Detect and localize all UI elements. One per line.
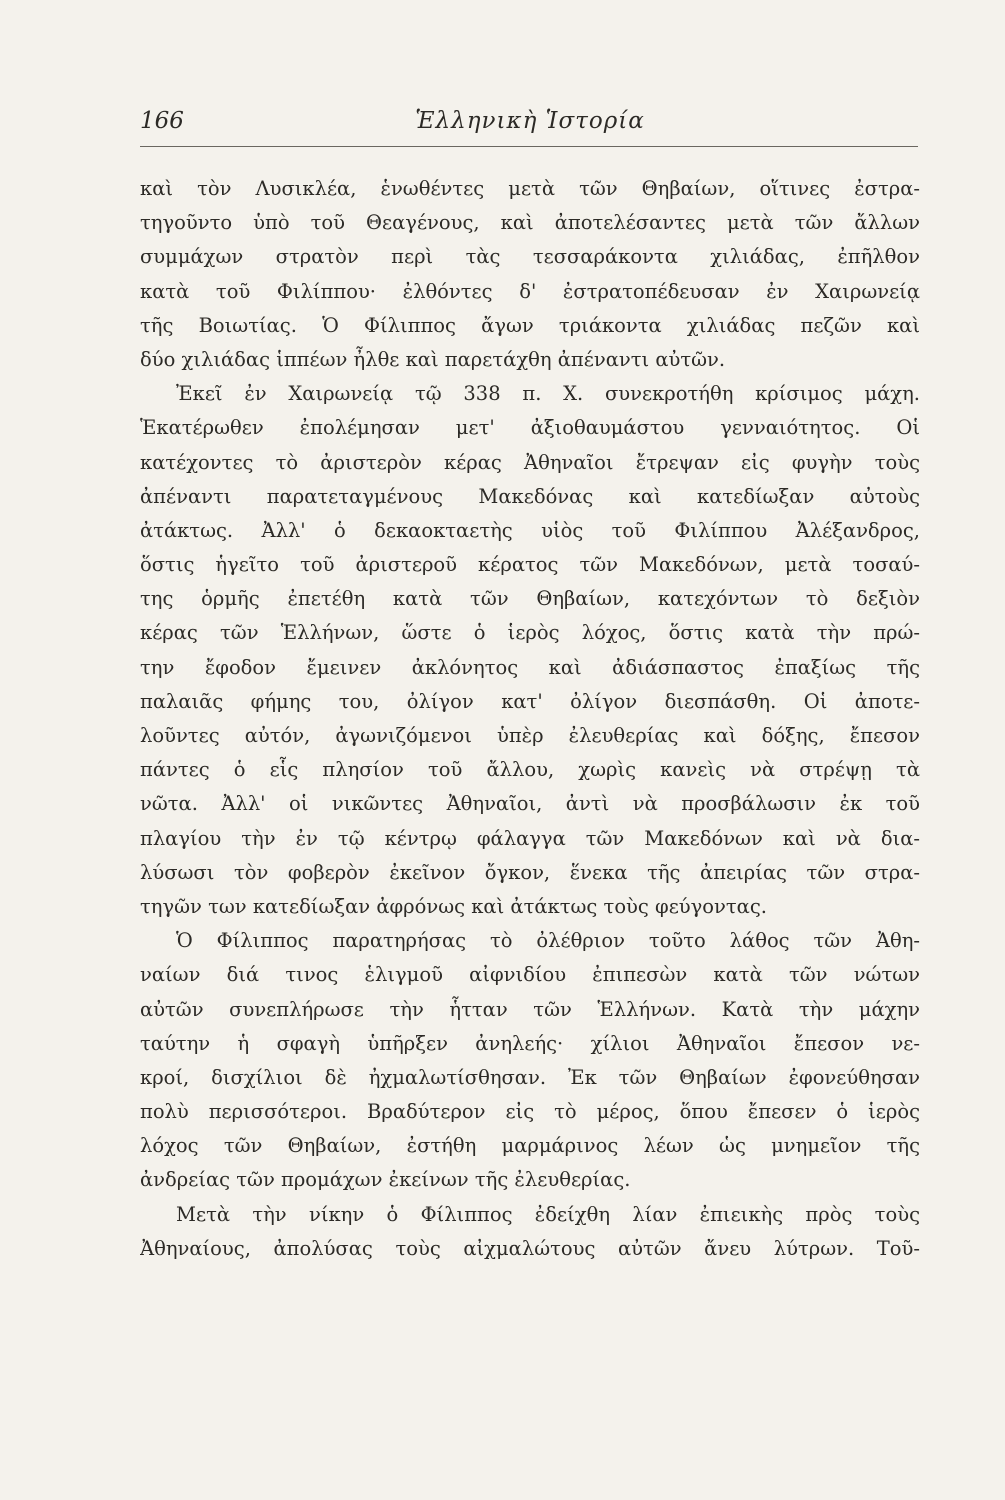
text-line: ἀνδρείας τῶν προμάχων ἐκείνων τῆς ἐλευθερίας. (140, 1168, 631, 1192)
text-line: τῆς Βοιωτίας. Ὁ Φίλιππος ἄγων τριάκοντα χιλιάδας πεζῶν καὶ (140, 313, 920, 337)
text-line: ταύτην ἡ σφαγὴ ὑπῆρξεν ἀνηλεής· χίλιοι Ἀθηναῖοι ἔπεσον νε- (140, 1031, 920, 1055)
text-line: παλαιᾶς φήμης του, ὀλίγον κατ' ὀλίγον διεσπάσθη. Οἱ ἀποτε- (140, 689, 920, 713)
text-line: καὶ τὸν Λυσικλέα, ἑνωθέντες μετὰ τῶν Θηβαίων, οἵτινες ἐστρα- (140, 177, 920, 200)
text-line: ἀτάκτως. Ἀλλ' ὁ δεκαοκταετὴς υἱὸς τοῦ Φιλίππου Ἀλέξανδρος, (140, 518, 920, 542)
text-line: κατὰ τοῦ Φιλίππου· ἐλθόντες δ' ἐστρατοπέδευσαν ἐν Χαιρωνείᾳ (140, 279, 920, 303)
text-line: Ὁ Φίλιππος παρατηρήσας τὸ ὀλέθριον τοῦτο λάθος τῶν Ἀθη- (176, 929, 920, 953)
text-line: κέρας τῶν Ἑλλήνων, ὥστε ὁ ἱερὸς λόχος, ὅστις κατὰ τὴν πρώ- (140, 621, 920, 645)
text-line: κροί, δισχίλιοι δὲ ἠχμαλωτίσθησαν. Ἐκ τῶν Θηβαίων ἐφονεύθησαν (140, 1065, 920, 1089)
text-line: συμμάχων στρατὸν περὶ τὰς τεσσαράκοντα χιλιάδας, ἐπῆλθον (140, 245, 920, 269)
text-line: πάντες ὁ εἷς πλησίον τοῦ ἄλλου, χωρὶς κανεὶς νὰ στρέψῃ τὰ (140, 758, 920, 782)
text-line: ναίων διά τινος ἑλιγμοῦ αἰφνιδίου ἐπιπεσὼν κατὰ τῶν νώτων (140, 963, 920, 987)
text-line: Μετὰ τὴν νίκην ὁ Φίλιππος ἐδείχθη λίαν ἐπιεικὴς πρὸς τοὺς (176, 1202, 920, 1226)
text-line: κατέχοντες τὸ ἀριστερὸν κέρας Ἀθηναῖοι ἔτρεψαν εἰς φυγὴν τοὺς (140, 450, 920, 474)
text-line: Ἀθηναίους, ἀπολύσας τοὺς αἰχμαλώτους αὐτῶν ἄνευ λύτρων. Τοῦ- (140, 1236, 920, 1260)
page-header (140, 108, 920, 148)
text-line: την ἔφοδον ἔμεινεν ἀκλόνητος καὶ ἀδιάσπαστος ἐπαξίως τῆς (140, 655, 920, 679)
text-line: της ὁρμῆς ἐπετέθη κατὰ τῶν Θηβαίων, κατεχόντων τὸ δεξιὸν (140, 587, 920, 611)
text-line: Ἐκεῖ ἐν Χαιρωνείᾳ τῷ 338 π. Χ. συνεκροτήθη κρίσιμος μάχη. (176, 382, 920, 406)
running-title: Ἑλληνικὴ Ἱστορία (415, 108, 645, 134)
text-line: αὐτῶν συνεπλήρωσε τὴν ἧτταν τῶν Ἑλλήνων. Κατὰ τὴν μάχην (140, 997, 920, 1021)
text-line: πλαγίου τὴν ἐν τῷ κέντρῳ φάλαγγα τῶν Μακεδόνων καὶ νὰ δια- (140, 826, 920, 850)
text-line: πολὺ περισσότεροι. Βραδύτερον εἰς τὸ μέρος, ὅπου ἔπεσεν ὁ ἱερὸς (140, 1100, 920, 1124)
text-line: τηγῶν των κατεδίωξαν ἀφρόνως καὶ ἀτάκτως τοὺς φεύγοντας. (140, 894, 767, 918)
text-line: τηγοῦντο ὑπὸ τοῦ Θεαγένους, καὶ ἀποτελέσαντες μετὰ τῶν ἄλλων (140, 211, 920, 235)
text-line: Ἑκατέρωθεν ἐπολέμησαν μετ' ἀξιοθαυμάστου γενναιότητος. Οἱ (140, 416, 920, 440)
page-number: 166 (140, 108, 184, 134)
text-line: ὅστις ἡγεῖτο τοῦ ἀριστεροῦ κέρατος τῶν Μακεδόνων, μετὰ τοσαύ- (140, 553, 920, 577)
text-line: λόχος τῶν Θηβαίων, ἐστήθη μαρμάρινος λέων ὡς μνημεῖον τῆς (140, 1134, 920, 1158)
body-text (140, 172, 920, 1266)
text-line: ἀπέναντι παρατεταγμένους Μακεδόνας καὶ κατεδίωξαν αὐτοὺς (140, 484, 920, 508)
text-line: λοῦντες αὐτόν, ἀγωνιζόμενοι ὑπὲρ ἐλευθερίας καὶ δόξης, ἔπεσον (140, 724, 920, 747)
text-line: λύσωσι τὸν φοβερὸν ἐκεῖνον ὄγκον, ἕνεκα τῆς ἀπειρίας τῶν στρα- (140, 860, 920, 884)
header-rule (140, 146, 918, 147)
text-line: δύο χιλιάδας ἱππέων ἦλθε καὶ παρετάχθη ἀπέναντι αὐτῶν. (140, 347, 726, 371)
text-line: νῶτα. Ἀλλ' οἱ νικῶντες Ἀθηναῖοι, ἀντὶ νὰ προσβάλωσιν ἐκ τοῦ (140, 792, 920, 816)
